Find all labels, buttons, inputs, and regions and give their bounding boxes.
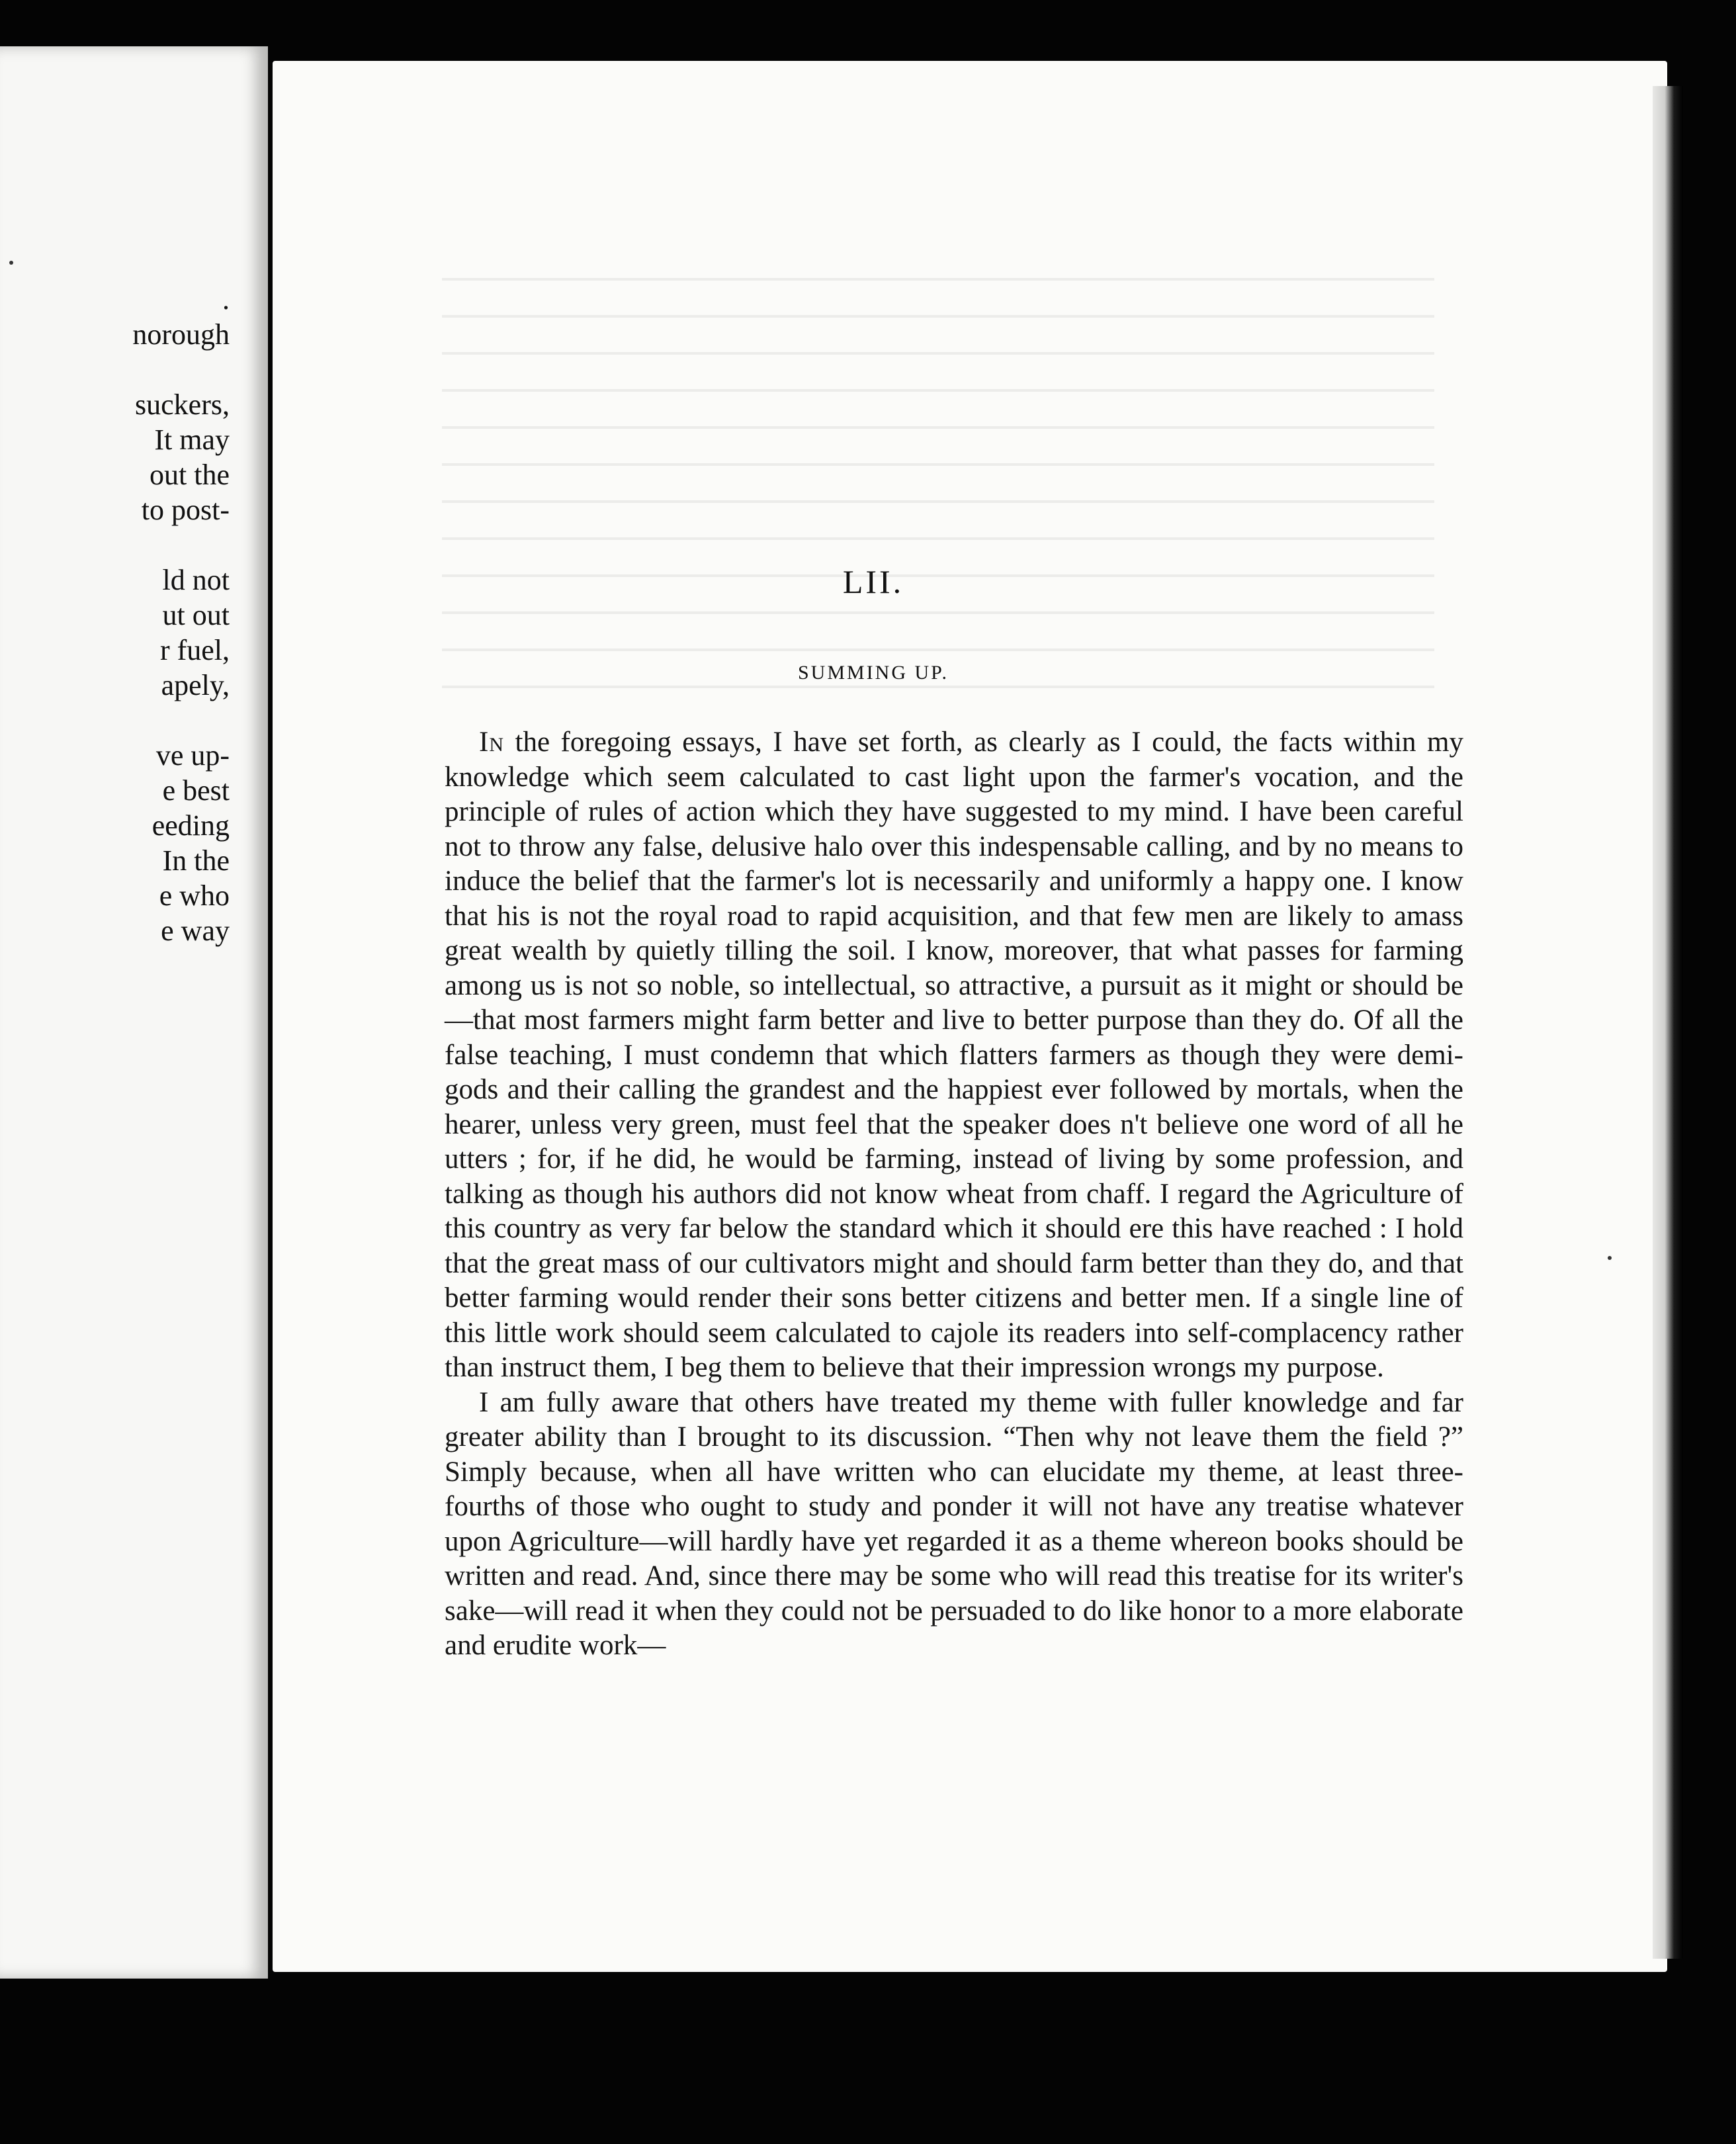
left-fragment: ut out xyxy=(162,599,230,631)
left-fragment: . xyxy=(222,283,230,316)
left-fragment xyxy=(31,527,230,562)
left-fragment: ve up- xyxy=(155,739,230,772)
paragraph-text: I am fully aware that others have treated my theme with fuller knowledge and far greater ability than I brought to its discussion. “Then why not leave them the field ?” Simply because, when all have written who can elucidate my theme, at least three-fourths of those who ought to study and ponder it will not have any treatise whatever upon Agriculture—will hardly have yet regarded it as a theme whereon books should be written and read. And, since there may be some who will read this treatise for its writer's sake—will read it when they could not be persuaded to do like honor to a more elaborate and erudite work— xyxy=(445,1386,1463,1661)
left-fragment: eeding xyxy=(152,809,230,842)
left-fragment: suckers, xyxy=(135,388,230,421)
left-fragment: e best xyxy=(162,774,230,807)
show-through-text xyxy=(442,278,1434,701)
left-fragment: r fuel, xyxy=(159,634,230,666)
left-fragment: In the xyxy=(162,844,230,877)
page-edge xyxy=(1653,86,1683,1959)
left-fragment: to post- xyxy=(141,494,230,526)
paragraph xyxy=(445,725,1463,1386)
left-fragment: norough xyxy=(132,318,230,351)
left-fragment: e way xyxy=(161,915,230,947)
paragraph-lead: In xyxy=(479,727,504,758)
paragraph xyxy=(445,1386,1463,1664)
left-page xyxy=(0,46,268,1979)
chapter-number: LII. xyxy=(842,563,904,600)
chapter-title: SUMMING UP. xyxy=(797,662,949,684)
chapter-body xyxy=(445,725,1463,1664)
left-page-text xyxy=(31,282,230,948)
left-fragment xyxy=(31,352,230,387)
left-fragment: It may xyxy=(154,424,230,456)
dust-speck xyxy=(9,261,13,265)
dust-speck xyxy=(1608,1256,1612,1260)
left-fragment: ld not xyxy=(162,564,230,596)
paragraph-text: the foregoing essays, I have set forth, as clearly as I could, the facts within my knowledge which seem calculated to cast light upon the farmer's vocation, and the principle of rules of action which they have suggested to my mind. I have been careful not to throw any false, delusive halo over this indespensable calling, and by no means to induce the belief that the farmer's lot is necessarily and uniformly a happy one. I know that his is not the royal road to rapid acquisition, and that few men are likely to amass great wealth by quietly tilling the soil. I know, moreover, that what passes for farming among us is not so noble, so intellectual, so attractive, a pursuit as it might or should be—that most farmers might farm better and live to better purpose than they do. Of all the false teaching, I must condemn that which flatters farmers as though they were demi-gods and their calling the grandest and the happiest ever followed by mortals, when the hearer, unless very green, must feel that the speaker does n't believe one word of all he utters ; for, if he did, he would be farming, instead of living by some profession, and talking as though his authors did not know wheat from chaff. I regard the Agriculture of this country as very far below the standard which it should ere this have reached : I hold that the great mass of our cultivators might and should farm better than they do, and that better farming would render their sons better citizens and better men. If a single line of this little work should seem calculated to cajole its readers into self-complacency rather than instruct them, I beg them to believe that their impression wrongs my purpose. xyxy=(445,727,1463,1383)
left-fragment: apely, xyxy=(161,669,230,701)
left-fragment: out the xyxy=(150,459,230,491)
left-fragment xyxy=(31,703,230,738)
left-fragment: e who xyxy=(159,879,230,912)
